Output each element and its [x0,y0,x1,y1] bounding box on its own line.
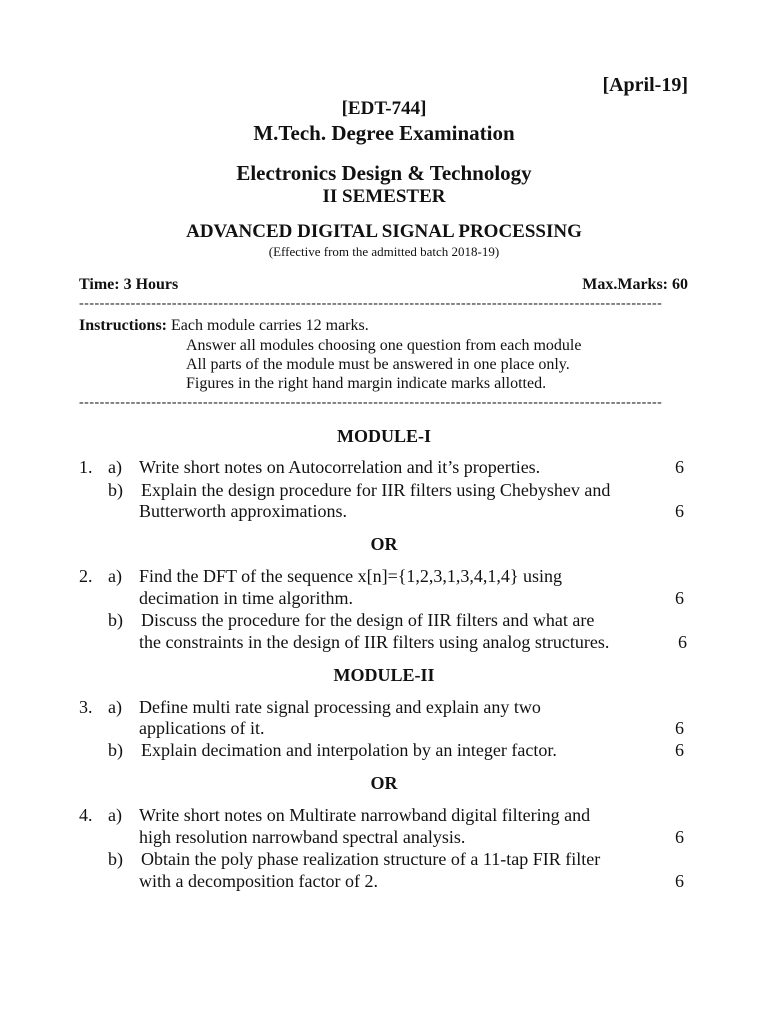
part-label: a) [108,457,122,477]
part-label: a) [108,805,122,825]
subject-title: ADVANCED DIGITAL SIGNAL PROCESSING [186,221,582,242]
marks-value: 6 [675,718,684,738]
or-separator: OR [370,534,398,554]
or-separator: OR [370,773,398,793]
branch-title: Electronics Design & Technology [236,161,532,185]
instruction-line: Answer all modules choosing one question from each module [186,337,582,354]
part-label: b) [108,849,123,869]
semester-title: II SEMESTER [322,186,446,207]
part-label: a) [108,697,122,717]
question-text: high resolution narrowband spectral analysis. [139,827,466,847]
part-label: b) [108,610,123,630]
marks-value: 6 [675,501,684,521]
question-text: the constraints in the design of IIR filters using analog structures. [139,632,610,652]
question-text: with a decomposition factor of 2. [139,871,378,891]
marks-value: 6 [678,632,687,652]
question-text: Obtain the poly phase realization structure of a 11-tap FIR filter [141,849,601,869]
instruction-line: Each module carries 12 marks. [171,317,369,334]
part-label: b) [108,740,123,760]
marks-value: 6 [675,871,684,891]
max-marks-label: Max.Marks: 60 [582,276,688,293]
question-text: Explain decimation and interpolation by an integer factor. [141,740,557,760]
question-text: Find the DFT of the sequence x[n]={1,2,3,1,3,4,1,4} using [139,566,563,586]
exam-date: [April-19] [602,74,688,96]
marks-value: 6 [675,457,684,477]
question-text: Define multi rate signal processing and explain any two [139,697,541,717]
question-number: 1. [79,457,93,477]
separator-bottom: ----------------------------------------------------------------------------------------------------------------- [79,395,663,410]
question-text: decimation in time algorithm. [139,588,353,608]
marks-value: 6 [675,588,684,608]
module-heading: MODULE-II [333,665,435,685]
marks-value: 6 [675,740,684,760]
marks-value: 6 [675,827,684,847]
instruction-line: Figures in the right hand margin indicate marks allotted. [186,375,547,392]
question-text: Explain the design procedure for IIR filters using Chebyshev and [141,480,611,500]
part-label: a) [108,566,122,586]
question-text: applications of it. [139,718,265,738]
effective-note: (Effective from the admitted batch 2018-19) [268,244,500,259]
instruction-line: All parts of the module must be answered in one place only. [186,356,570,373]
question-text: Write short notes on Autocorrelation and it’s properties. [139,457,541,477]
question-number: 2. [79,566,93,586]
question-text: Write short notes on Multirate narrowband digital filtering and [139,805,591,825]
time-label: Time: 3 Hours [79,276,179,293]
module-heading: MODULE-I [337,426,431,446]
question-number: 3. [79,697,93,717]
part-label: b) [108,480,123,500]
question-text: Discuss the procedure for the design of IIR filters and what are [141,610,595,630]
instructions-block [79,317,369,335]
degree-title: M.Tech. Degree Examination [253,121,515,145]
question-number: 4. [79,805,93,825]
question-text: Butterworth approximations. [139,501,347,521]
paper-code: [EDT-744] [341,98,427,119]
separator-top: ----------------------------------------------------------------------------------------------------------------- [79,296,663,311]
instructions-label: Instructions: [79,317,168,334]
